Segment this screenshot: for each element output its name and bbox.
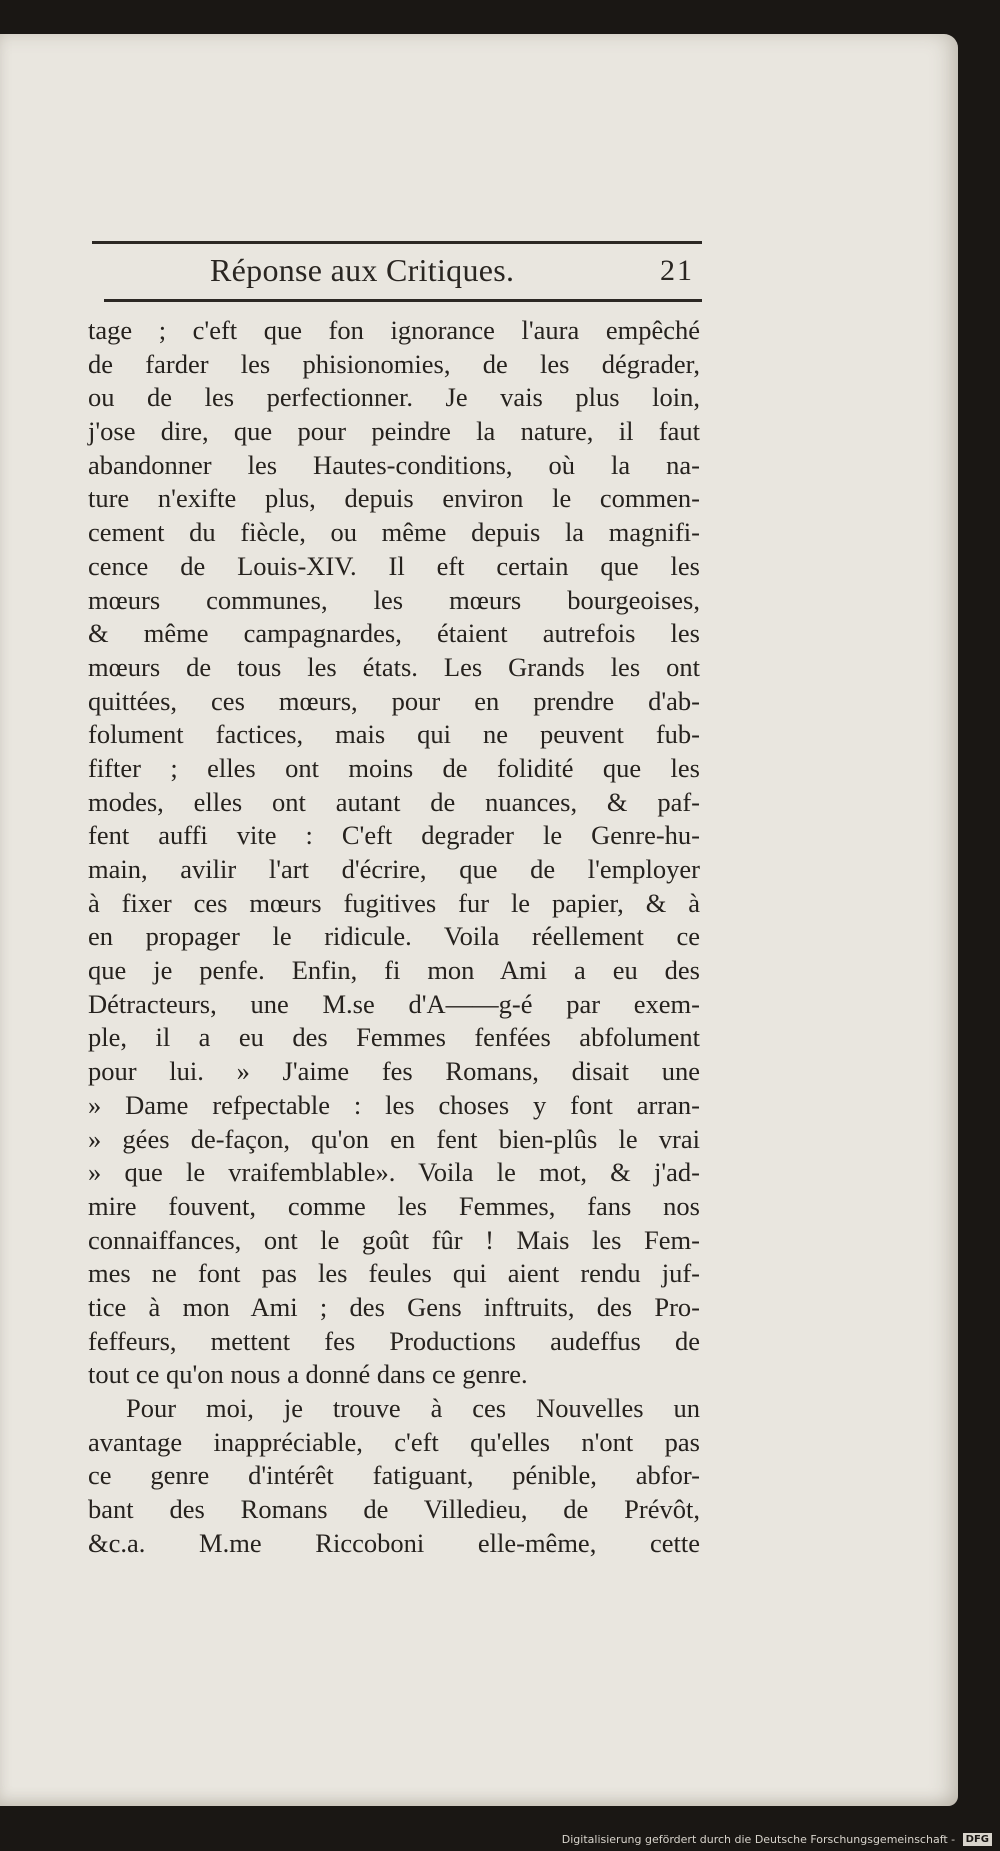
text-line: fent auffi vite : C'eft degrader le Genre-hu- — [88, 820, 700, 851]
text-line: & même campagnardes, étaient autrefois les — [88, 618, 700, 649]
text-line: ture n'exifte plus, depuis environ le commen- — [88, 483, 700, 514]
text-line: tice à mon Ami ; des Gens inftruits, des Pro- — [88, 1291, 700, 1322]
text-line: modes, elles ont autant de nuances, & paf- — [88, 786, 700, 817]
text-line: cement du fiècle, ou même depuis la magnifi- — [88, 517, 700, 548]
text-line: ple, il a eu des Femmes fenfées abfolument — [88, 1022, 700, 1053]
text-line: mœurs communes, les mœurs bourgeoises, — [88, 584, 700, 615]
text-line: avantage inappréciable, c'eft qu'elles n'ont pas — [88, 1426, 700, 1457]
text-line: ce genre d'intérêt fatiguant, pénible, abfor- — [88, 1460, 700, 1491]
text-line: feffeurs, mettent fes Productions audeffus de — [88, 1325, 700, 1356]
text-line: mes ne font pas les feules qui aient rendu juf- — [88, 1258, 700, 1289]
text-line: j'ose dire, que pour peindre la nature, il faut — [88, 416, 700, 447]
text-line: connaiffances, ont le goût fûr ! Mais les Fem- — [88, 1224, 700, 1255]
text-line: folument factices, mais qui ne peuvent fub- — [88, 719, 700, 750]
text-line: cence de Louis-XIV. Il eft certain que les — [88, 550, 700, 581]
text-line: bant des Romans de Villedieu, de Prévôt, — [88, 1494, 700, 1525]
running-head: Réponse aux Critiques. — [210, 252, 515, 288]
text-line: tout ce qu'on nous a donné dans ce genre. — [88, 1359, 528, 1390]
credit-text: Digitalisierung gefördert durch die Deutsche Forschungsgemeinschaft - — [561, 1832, 956, 1846]
header-rule-top — [92, 241, 702, 244]
page-number: 21 — [660, 254, 694, 287]
text-line: fifter ; elles ont moins de folidité que les — [88, 752, 700, 783]
text-line: tage ; c'eft que fon ignorance l'aura empêché — [88, 315, 700, 345]
text-line: mœurs de tous les états. Les Grands les ont — [88, 651, 700, 682]
text-line: mire fouvent, comme les Femmes, fans nos — [88, 1190, 700, 1221]
text-line: à fixer ces mœurs fugitives fur le papier, & à — [88, 887, 700, 918]
text-line: abandonner les Hautes-conditions, où la na- — [88, 449, 700, 480]
text-line: que je penfe. Enfin, fi mon Ami a eu des — [88, 955, 700, 986]
text-line: » Dame refpectable : les choses y font arran- — [88, 1089, 700, 1120]
dfg-logo: DFG — [963, 1833, 992, 1846]
text-line: en propager le ridicule. Voila réellement ce — [88, 921, 700, 952]
text-line: &c.a. M.me Riccoboni elle-même, cette — [88, 1527, 700, 1558]
text-line: quittées, ces mœurs, pour en prendre d'ab- — [88, 685, 700, 716]
digitization-credit — [562, 1833, 992, 1847]
body-text — [88, 314, 700, 1560]
header-rule-bottom — [104, 299, 702, 302]
text-line: main, avilir l'art d'écrire, que de l'employer — [88, 854, 700, 884]
text-line: » que le vraifemblable». Voila le mot, & j'ad- — [88, 1157, 700, 1188]
text-line: ou de les perfectionner. Je vais plus loin, — [88, 382, 700, 413]
text-line: de farder les phisionomies, de les dégrader, — [88, 348, 700, 379]
text-line: pour lui. » J'aime fes Romans, disait une — [88, 1056, 700, 1087]
text-line: Détracteurs, une M.se d'A——g-é par exem- — [88, 988, 700, 1019]
text-line: » gées de-façon, qu'on en fent bien-plûs le vrai — [88, 1123, 700, 1154]
book-page — [0, 34, 958, 1806]
text-line: Pour moi, je trouve à ces Nouvelles un — [126, 1393, 700, 1423]
